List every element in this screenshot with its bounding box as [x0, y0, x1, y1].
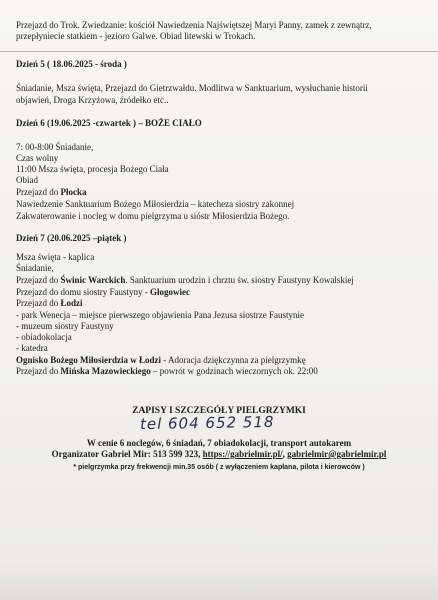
day6-sanktuarium-line: Nawiedzenie Sanktuarium Bożego Miłosierdzia – katecheza siostry zakonnej	[16, 199, 295, 209]
organizer-prefix: Organizator Gabriel Mir: 513 599 323,	[51, 449, 203, 459]
day7-bullet: - park Wenecja – miejsce pierwszego objawienia Pana Jezusa siostrze Faustynie	[16, 310, 305, 320]
swinice-rest: . Sanktuarium urodzin i chrztu św. siostry Faustyny Kowalskiej	[125, 275, 354, 285]
minsk-prefix: Przejazd do	[16, 366, 61, 376]
intro-line-1: Przejazd do Trok. Zwiedzanie: kościół Nawiedzenia Najświętszej Maryi Panny, zamek z zewnątrz,	[16, 20, 372, 30]
day7-heading: Dzień 7 (20.06.2025 –piątek )	[16, 233, 127, 243]
day5-line-2: objawień, Droga Krzyżowa, źródełko etc..	[16, 95, 169, 105]
page-shadow	[0, 560, 438, 600]
organizer-separator: ,	[282, 449, 288, 459]
swinice-name: Świnic Warckich	[60, 275, 126, 285]
day6-line: 11:00 Msza święta, procesja Bożego Ciała	[16, 164, 169, 174]
swinice-prefix: Przejazd do	[16, 275, 61, 285]
plock-name: Płocka	[60, 187, 87, 197]
day6-nocleg-line: Zakwaterowanie i nocleg w domu pielgrzyma u sióstr Miłosierdzia Bożego.	[16, 211, 290, 221]
day6-line: 7: 00-8:00 Śniadanie,	[16, 142, 94, 152]
ognisko-name: Ognisko Bożego Miłosierdzia w Łodzi	[16, 355, 161, 365]
day7-minsk-line	[16, 366, 318, 377]
divider	[0, 51, 438, 52]
day5-line-1: Śniadanie, Msza święta, Przejazd do Gietrzwałdu. Modlitwa w Sanktuarium, wysłuchanie historii	[16, 83, 368, 93]
ognisko-rest: - Adoracja dziękczynna za pielgrzymkę	[161, 355, 306, 365]
day7-glogowiec-line	[16, 287, 190, 298]
day7-ognisko-line	[16, 355, 306, 366]
day5-heading: Dzień 5 ( 18.06.2025 - środa )	[16, 59, 127, 69]
plock-prefix: Przejazd do	[16, 187, 61, 197]
day7-swinice-line	[16, 275, 354, 286]
day7-bullet: - katedra	[16, 343, 48, 353]
day6-line: Obiad	[16, 175, 38, 185]
day7-lodz-line	[16, 298, 83, 309]
footer-price: W cenie 6 noclegów, 6 śniadań, 7 obiadokolacji, transport autokarem	[86, 438, 352, 448]
email-link[interactable]: gabrielmir@gabrielmir.pl	[287, 449, 387, 459]
day7-sniadanie-line: Śniadanie,	[16, 263, 54, 273]
day6-line: Czas wolny	[16, 153, 59, 163]
day7-bullet: - muzeum siostry Faustyny	[16, 321, 114, 331]
handwritten-phone: tel 604 652 518	[139, 412, 275, 434]
footer-title: ZAPISY I SZCZEGÓŁY PIELGRZYMKI	[132, 406, 306, 416]
day7-msza-line: Msza święta - kaplica	[16, 252, 95, 262]
intro-line-2: przepłyniecie statkiem - jezioro Galwe. Obiad litewski w Trokach.	[16, 31, 256, 41]
day6-plock-line	[16, 187, 86, 198]
website-link[interactable]: https://gabrielmir.pl/	[202, 449, 283, 459]
footer-organizer	[0, 449, 438, 460]
glogowiec-name: Głogowiec	[150, 287, 190, 297]
lodz-name: Łodzi	[60, 298, 83, 308]
lodz-prefix: Przejazd do	[16, 298, 61, 308]
glogowiec-prefix: Przejazd do domu siostry Faustyny -	[16, 287, 150, 297]
footer-note: * pielgrzymka przy frekwencji min.35 osób ( z wyłączeniem kapłana, pilota i kierowców )	[73, 464, 365, 471]
minsk-rest: – powrót w godzinach wieczornych ok. 22:00	[150, 366, 318, 376]
day6-heading: Dzień 6 (19.06.2025 -czwartek ) – BOŻE CIAŁO	[16, 118, 202, 128]
minsk-name: Mińska Mazowieckiego	[60, 366, 151, 376]
day7-bullet: - obiadokolacja	[16, 332, 72, 342]
